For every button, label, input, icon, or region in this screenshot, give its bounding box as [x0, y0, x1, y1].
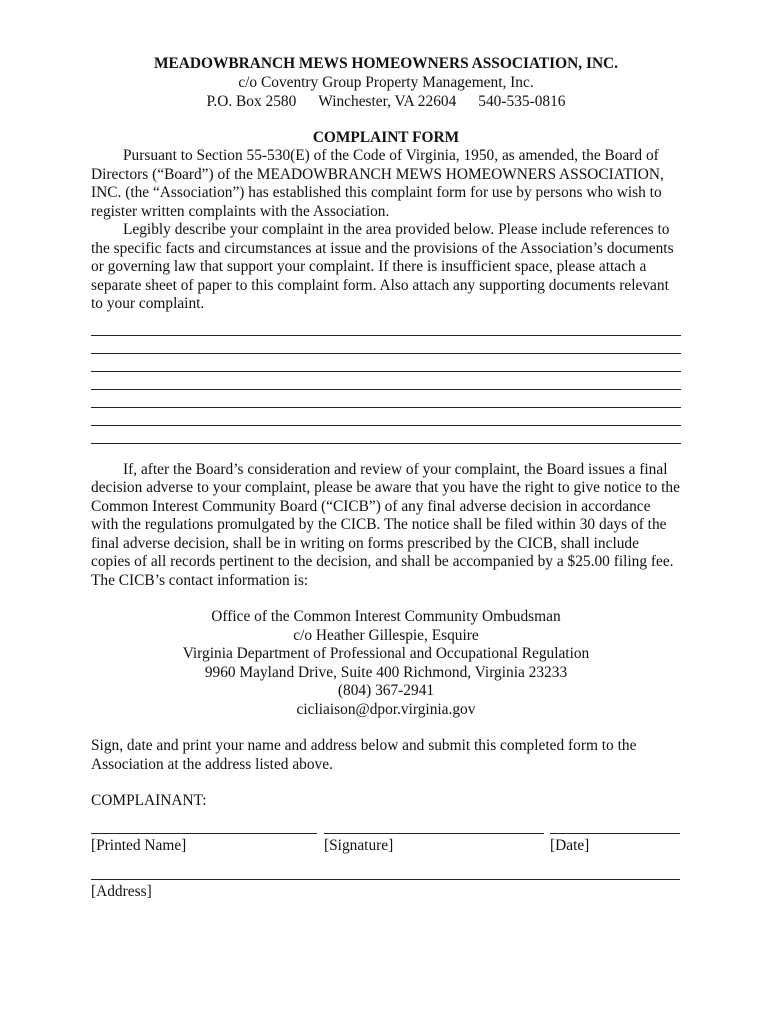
care-of-line: c/o Coventry Group Property Management, Inc. — [238, 74, 534, 91]
complaint-line[interactable] — [91, 407, 681, 408]
date-line[interactable] — [550, 833, 680, 834]
po-box: P.O. Box 2580 — [206, 93, 297, 110]
signature-label: [Signature] — [324, 836, 394, 854]
instructions-paragraph: Legibly describe your complaint in the area provided below. Please include references to the specific facts and circumstances at issue and the provisions of the Association’s documents or governing law that support your complaint. If there is insufficient space, please attach a separate sheet of paper to this complaint form. Also attach any supporting documents relevant to your complaint. — [91, 221, 674, 312]
complainant-label: COMPLAINANT: — [91, 792, 207, 809]
complaint-line[interactable] — [91, 425, 681, 426]
complaint-line[interactable] — [91, 335, 681, 336]
complaint-line[interactable] — [91, 371, 681, 372]
cicb-contact-block — [91, 608, 681, 719]
complaint-line[interactable] — [91, 353, 681, 354]
contact-address: 9960 Mayland Drive, Suite 400 Richmond, Virginia 23233 — [204, 663, 568, 681]
signature-row — [91, 833, 681, 873]
phone-number: 540-535-0816 — [478, 93, 566, 110]
complaint-form-page — [91, 54, 681, 901]
printed-name-line[interactable] — [91, 833, 317, 834]
contact-office: Office of the Common Interest Community Ombudsman — [211, 608, 561, 625]
complaint-description-area[interactable] — [91, 335, 681, 444]
form-title: COMPLAINT FORM — [312, 129, 460, 146]
printed-name-label: [Printed Name] — [91, 836, 187, 854]
complaint-line[interactable] — [91, 443, 681, 444]
signature-line[interactable] — [324, 833, 544, 834]
address-field[interactable] — [91, 879, 681, 902]
contact-care-of: c/o Heather Gillespie, Esquire — [293, 626, 479, 644]
org-name: MEADOWBRANCH MEWS HOMEOWNERS ASSOCIATION, INC. — [153, 55, 619, 72]
contact-phone: (804) 367-2941 — [337, 682, 435, 699]
city-state-zip: Winchester, VA 22604 — [318, 93, 457, 110]
address-label: [Address] — [91, 882, 152, 900]
mailing-address-line — [91, 92, 681, 111]
address-line[interactable] — [91, 879, 680, 880]
contact-email: cicliaison@dpor.virginia.gov — [296, 700, 476, 718]
complaint-line[interactable] — [91, 389, 681, 390]
contact-department: Virginia Department of Professional and Occupational Regulation — [182, 645, 590, 662]
printed-name-field[interactable] — [91, 833, 317, 856]
signature-field[interactable] — [324, 833, 544, 856]
appeal-paragraph: If, after the Board’s consideration and review of your complaint, the Board issues a final decision adverse to your complaint, please be aware that you have the right to give notice to the Common Interest Community Board (“CICB”) of any final adverse decision in accordance with the regulations promulgated by the CICB. The notice shall be filed within 30 days of the final adverse decision, shall be in writing on forms prescribed by the CICB, shall include copies of all records pertinent to the decision, and shall be accompanied by a $25.00 filing fee. The CICB’s contact information is: — [91, 460, 680, 589]
intro-paragraph: Pursuant to Section 55-530(E) of the Code of Virginia, 1950, as amended, the Board of Directors (“Board”) of the MEADOWBRANCH MEWS HOMEOWNERS ASSOCIATION, INC. (the “Association”) has established this complaint form for use by persons who wish to register written complaints with the Association. — [91, 147, 664, 220]
date-field[interactable] — [550, 833, 680, 856]
date-label: [Date] — [550, 836, 590, 854]
sign-instructions: Sign, date and print your name and address below and submit this completed form to the Association at the address listed above. — [91, 737, 637, 773]
